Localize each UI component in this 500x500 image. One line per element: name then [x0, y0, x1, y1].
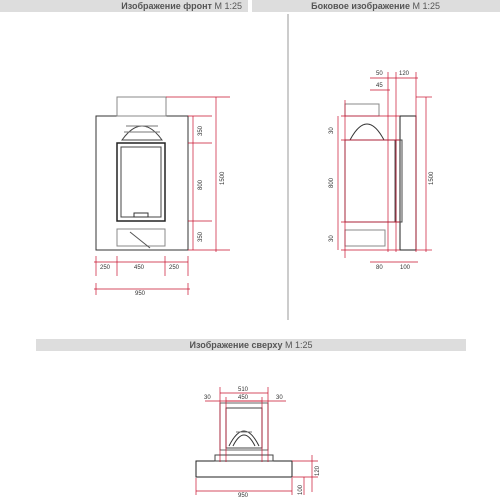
- top-dim-510: 510: [238, 387, 249, 393]
- side-view-title: Боковое изображение: [311, 1, 410, 11]
- side-dim-bottom-30: 30: [329, 235, 335, 242]
- top-dim-100: 100: [298, 484, 304, 495]
- side-dim-total-height: 1500: [429, 171, 435, 185]
- front-dim-total-height: 1500: [220, 171, 226, 185]
- top-outer-frame: [220, 403, 268, 450]
- side-dim-80: 80: [376, 265, 383, 271]
- side-dim-top-30: 30: [329, 127, 335, 134]
- side-dim-100: 100: [400, 265, 411, 271]
- side-ash-box: [345, 230, 385, 246]
- front-firebox-dome: [122, 126, 162, 140]
- front-view-title: Изображение фронт: [121, 1, 212, 11]
- front-dim-center: 450: [134, 265, 145, 271]
- front-top-housing: [117, 97, 166, 116]
- front-glass-door: [117, 143, 165, 221]
- top-dim-120: 120: [315, 465, 321, 476]
- front-view-scale: M 1:25: [214, 1, 242, 11]
- front-dim-middle: 800: [198, 179, 204, 190]
- side-dim-800: 800: [329, 177, 335, 188]
- side-door-profile: [396, 140, 402, 222]
- front-dimensions: [94, 97, 230, 295]
- front-dim-left: 250: [100, 265, 111, 271]
- side-top-housing: [345, 104, 379, 116]
- front-cladding: [96, 116, 188, 250]
- side-view-scale: M 1:25: [412, 1, 440, 11]
- top-dim-450: 450: [238, 395, 249, 401]
- front-door-inner: [121, 147, 161, 217]
- front-fireplace: [96, 97, 188, 250]
- side-dim-120: 120: [399, 71, 410, 77]
- top-dim-left-30: 30: [204, 395, 211, 401]
- top-view-scale: M 1:25: [284, 340, 313, 350]
- top-dim-total-width: 950: [238, 493, 249, 499]
- top-cladding: [196, 461, 292, 477]
- front-door-handle: [134, 213, 148, 217]
- side-dim-45: 45: [376, 83, 383, 89]
- side-fireplace: [345, 104, 416, 250]
- top-fireplace: [196, 403, 292, 477]
- front-dim-right: 250: [169, 265, 180, 271]
- side-dim-50: 50: [376, 71, 383, 77]
- side-firebox-body: [345, 140, 395, 222]
- side-firebox-dome: [350, 124, 384, 140]
- front-dim-total-width: 950: [135, 291, 146, 297]
- front-ash-box: [117, 229, 165, 246]
- top-view-title: Изображение сверху: [189, 340, 283, 350]
- top-dim-right-30: 30: [276, 395, 283, 401]
- front-dim-upper: 350: [198, 125, 204, 136]
- front-dim-lower: 350: [198, 231, 204, 242]
- top-firebox-arc: [229, 431, 259, 446]
- top-door: [215, 455, 273, 461]
